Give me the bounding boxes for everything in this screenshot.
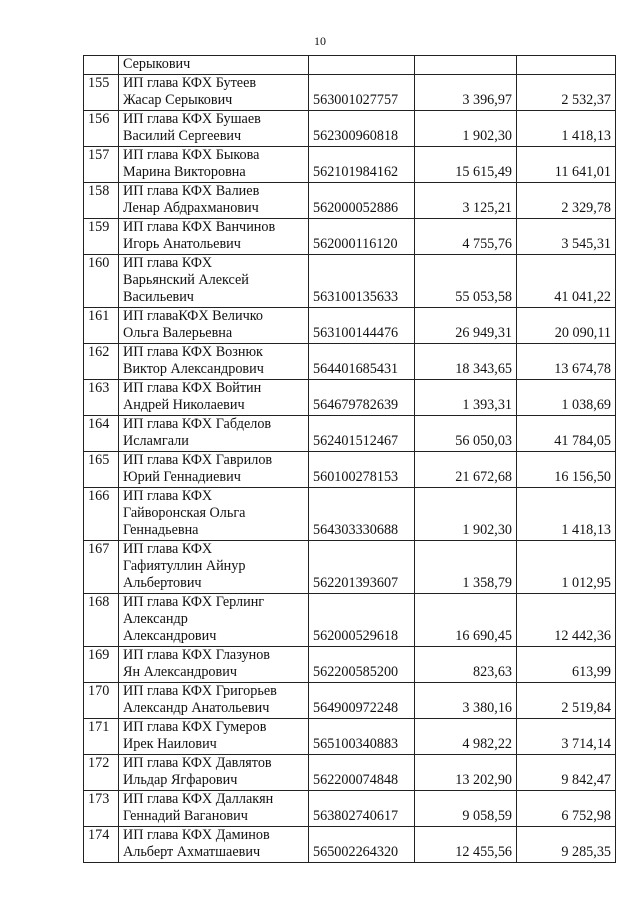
name-line: Варьянский Алексей (123, 272, 249, 288)
amount-cell: 1 902,30 (415, 111, 517, 147)
name-line: ИП глава КФХ Герлинг (123, 594, 265, 610)
table-row (84, 219, 616, 255)
amount-cell: 18 343,65 (415, 344, 517, 380)
name-line: ИП глава КФХ Давлятов (123, 755, 272, 771)
amount-cell: 1 393,31 (415, 380, 517, 416)
name-line: Альберт Ахматшаевич (123, 844, 261, 860)
table-row (84, 541, 616, 594)
name-line: Марина Викторовна (123, 164, 246, 180)
name-line: Ильдар Ягфарович (123, 772, 238, 788)
name-line: ИП глава КФХ Григорьев (123, 683, 277, 699)
name-cell (119, 75, 309, 111)
name-cell (119, 452, 309, 488)
table-row (84, 594, 616, 647)
amount-cell (415, 56, 517, 75)
amount-cell: 4 982,22 (415, 719, 517, 755)
amount-cell: 15 615,49 (415, 147, 517, 183)
table-row (84, 75, 616, 111)
table-row (84, 827, 616, 863)
name-line: Исламгали (123, 433, 189, 449)
amount-cell: 6 752,98 (517, 791, 616, 827)
inn-cell: 562401512467 (309, 416, 415, 452)
inn-cell: 564401685431 (309, 344, 415, 380)
inn-cell: 565100340883 (309, 719, 415, 755)
name-cell (119, 255, 309, 308)
table-row (84, 111, 616, 147)
name-cell (119, 719, 309, 755)
table-row (84, 755, 616, 791)
table-row (84, 183, 616, 219)
inn-cell: 564303330688 (309, 488, 415, 541)
amount-cell: 3 380,16 (415, 683, 517, 719)
amount-cell (517, 56, 616, 75)
name-line: ИП глава КФХ Быкова (123, 147, 260, 163)
name-line: ИП глава КФХ Даминов (123, 827, 270, 843)
name-line: ИП глава КФХ Габделов (123, 416, 272, 432)
amount-cell: 2 329,78 (517, 183, 616, 219)
name-cell (119, 594, 309, 647)
inn-cell: 562000116120 (309, 219, 415, 255)
table-row-continuation (84, 56, 616, 75)
name-line: Игорь Анатольевич (123, 236, 241, 252)
amount-cell: 1 012,95 (517, 541, 616, 594)
name-line: Гафиятуллин Айнур (123, 558, 246, 574)
page-number: 10 (314, 34, 326, 48)
amount-cell: 26 949,31 (415, 308, 517, 344)
amount-cell: 20 090,11 (517, 308, 616, 344)
name-cell (119, 416, 309, 452)
name-line: ИП глава КФХ Глазунов (123, 647, 271, 663)
name-line: ИП главаКФХ Величко (123, 308, 263, 324)
amount-cell: 3 545,31 (517, 219, 616, 255)
inn-cell: 562201393607 (309, 541, 415, 594)
name-line: ИП глава КФХ Войтин (123, 380, 262, 396)
amount-cell: 1 418,13 (517, 111, 616, 147)
inn-cell: 564900972248 (309, 683, 415, 719)
row-number-cell: 165 (84, 452, 119, 488)
name-line: Геннадьевна (123, 522, 199, 538)
amount-cell: 823,63 (415, 647, 517, 683)
name-line: ИП глава КФХ Бутеев (123, 75, 257, 91)
name-cell (119, 344, 309, 380)
name-line: Альбертович (123, 575, 202, 591)
table-row (84, 255, 616, 308)
amount-cell: 55 053,58 (415, 255, 517, 308)
name-line: Гайворонская Ольга (123, 505, 246, 521)
name-cell (119, 827, 309, 863)
table-row (84, 791, 616, 827)
name-cell (119, 488, 309, 541)
table-row (84, 647, 616, 683)
row-number-cell: 167 (84, 541, 119, 594)
amount-cell: 11 641,01 (517, 147, 616, 183)
name-line: Александр (123, 611, 188, 627)
amount-cell: 1 038,69 (517, 380, 616, 416)
name-cell (119, 183, 309, 219)
amount-cell: 3 125,21 (415, 183, 517, 219)
amount-cell: 3 714,14 (517, 719, 616, 755)
amount-cell: 12 455,56 (415, 827, 517, 863)
name-cell (119, 308, 309, 344)
table-row (84, 452, 616, 488)
name-cell (119, 647, 309, 683)
amount-cell: 9 058,59 (415, 791, 517, 827)
name-cell (119, 791, 309, 827)
name-line: ИП глава КФХ (123, 541, 213, 557)
name-line: Ян Александрович (123, 664, 237, 680)
registry-table (83, 55, 616, 863)
name-line: ИП глава КФХ Гумеров (123, 719, 267, 735)
table-row (84, 344, 616, 380)
name-line: Ирек Наилович (123, 736, 217, 752)
row-number-cell: 164 (84, 416, 119, 452)
inn-cell: 564679782639 (309, 380, 415, 416)
amount-cell: 56 050,03 (415, 416, 517, 452)
row-number-cell: 158 (84, 183, 119, 219)
inn-cell: 560100278153 (309, 452, 415, 488)
row-number-cell: 168 (84, 594, 119, 647)
row-number-cell: 160 (84, 255, 119, 308)
row-number-cell: 173 (84, 791, 119, 827)
row-number-cell: 169 (84, 647, 119, 683)
row-number-cell (84, 56, 119, 75)
row-number-cell: 157 (84, 147, 119, 183)
inn-cell: 565002264320 (309, 827, 415, 863)
row-number-cell: 156 (84, 111, 119, 147)
amount-cell: 4 755,76 (415, 219, 517, 255)
table-row (84, 683, 616, 719)
name-line: Жасар Серыкович (123, 92, 233, 108)
table-row (84, 488, 616, 541)
inn-cell: 562200585200 (309, 647, 415, 683)
row-number-cell: 162 (84, 344, 119, 380)
name-line: ИП глава КФХ (123, 488, 213, 504)
table-row (84, 308, 616, 344)
amount-cell: 21 672,68 (415, 452, 517, 488)
inn-cell: 563001027757 (309, 75, 415, 111)
row-number-cell: 166 (84, 488, 119, 541)
amount-cell: 13 674,78 (517, 344, 616, 380)
name-line: Юрий Геннадиевич (123, 469, 241, 485)
inn-cell: 562000052886 (309, 183, 415, 219)
name-line: ИП глава КФХ Валиев (123, 183, 260, 199)
row-number-cell: 170 (84, 683, 119, 719)
amount-cell: 2 532,37 (517, 75, 616, 111)
table-row (84, 719, 616, 755)
amount-cell: 613,99 (517, 647, 616, 683)
amount-cell: 2 519,84 (517, 683, 616, 719)
name-line: ИП глава КФХ (123, 255, 213, 271)
name-cell (119, 755, 309, 791)
name-cell (119, 147, 309, 183)
amount-cell: 12 442,36 (517, 594, 616, 647)
name-cell (119, 541, 309, 594)
table-row (84, 147, 616, 183)
row-number-cell: 161 (84, 308, 119, 344)
row-number-cell: 159 (84, 219, 119, 255)
amount-cell: 1 418,13 (517, 488, 616, 541)
inn-cell: 563100144476 (309, 308, 415, 344)
amount-cell: 41 784,05 (517, 416, 616, 452)
inn-cell: 562101984162 (309, 147, 415, 183)
name-line: Александр Анатольевич (123, 700, 270, 716)
name-cell (119, 219, 309, 255)
inn-cell (309, 56, 415, 75)
amount-cell: 1 902,30 (415, 488, 517, 541)
inn-cell: 562300960818 (309, 111, 415, 147)
name-line: ИП глава КФХ Бушаев (123, 111, 261, 127)
table-row (84, 380, 616, 416)
inn-cell: 562200074848 (309, 755, 415, 791)
name-line: Васильевич (123, 289, 194, 305)
row-number-cell: 163 (84, 380, 119, 416)
amount-cell: 16 690,45 (415, 594, 517, 647)
name-cell (119, 56, 309, 75)
name-line: Александрович (123, 628, 217, 644)
name-line: Андрей Николаевич (123, 397, 245, 413)
amount-cell: 1 358,79 (415, 541, 517, 594)
row-number-cell: 155 (84, 75, 119, 111)
name-line: Василий Сергеевич (123, 128, 242, 144)
registry-table-body (84, 56, 616, 863)
name-line: ИП глава КФХ Даллакян (123, 791, 274, 807)
inn-cell: 562000529618 (309, 594, 415, 647)
amount-cell: 3 396,97 (415, 75, 517, 111)
name-cell (119, 380, 309, 416)
name-line: Виктор Александрович (123, 361, 264, 377)
row-number-cell: 171 (84, 719, 119, 755)
name-cell (119, 683, 309, 719)
amount-cell: 13 202,90 (415, 755, 517, 791)
name-line: Геннадий Ваганович (123, 808, 248, 824)
row-number-cell: 172 (84, 755, 119, 791)
name-cell (119, 111, 309, 147)
name-line: Ольга Валерьевна (123, 325, 233, 341)
amount-cell: 9 842,47 (517, 755, 616, 791)
inn-cell: 563802740617 (309, 791, 415, 827)
table-row (84, 416, 616, 452)
amount-cell: 16 156,50 (517, 452, 616, 488)
inn-cell: 563100135633 (309, 255, 415, 308)
name-line: ИП глава КФХ Ванчинов (123, 219, 276, 235)
name-line: Ленар Абдрахманович (123, 200, 259, 216)
name-line: ИП глава КФХ Вознюк (123, 344, 263, 360)
row-number-cell: 174 (84, 827, 119, 863)
amount-cell: 9 285,35 (517, 827, 616, 863)
name-line: Серыкович (123, 56, 191, 72)
name-line: ИП глава КФХ Гаврилов (123, 452, 273, 468)
amount-cell: 41 041,22 (517, 255, 616, 308)
